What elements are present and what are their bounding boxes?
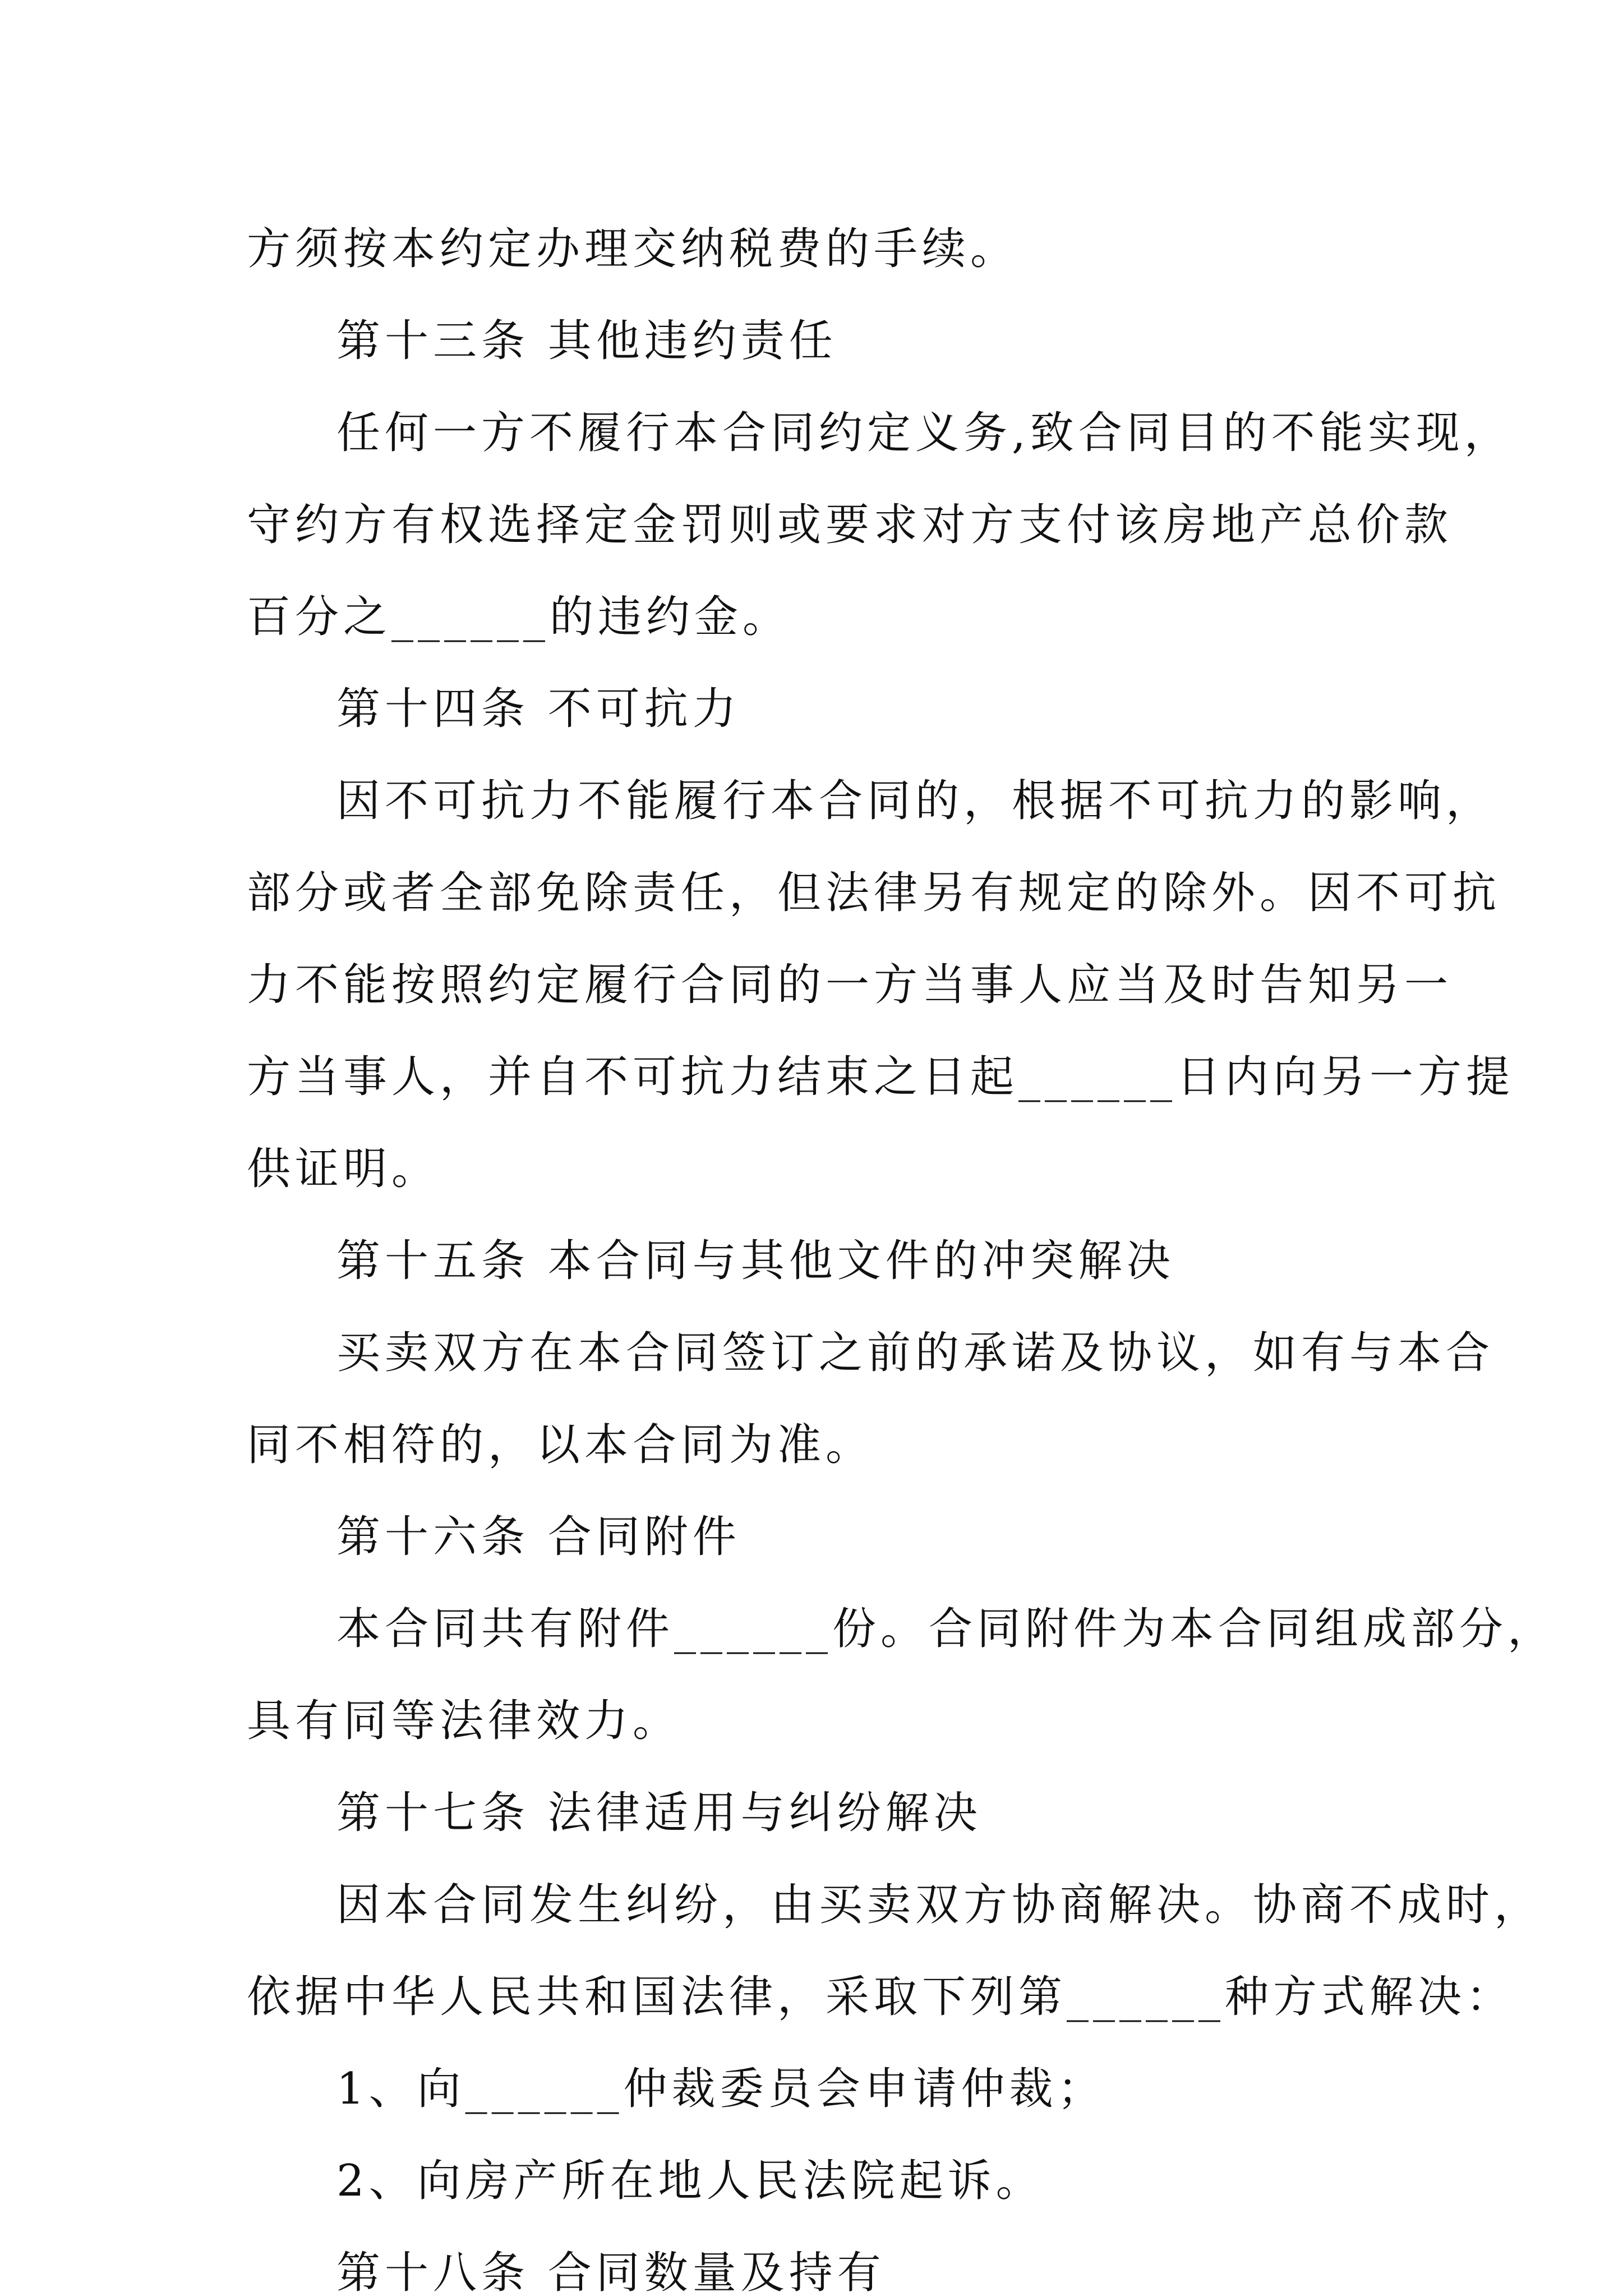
article-14-heading: 第十四条 不可抗力 xyxy=(336,684,741,734)
text-line-8: 部分或者全部免除责任，但法律另有规定的除外。因不可抗 xyxy=(247,868,1501,918)
article-15-heading: 第十五条 本合同与其他文件的冲突解决 xyxy=(336,1236,1175,1286)
article-13-heading: 第十三条 其他违约责任 xyxy=(336,316,837,366)
text-line-9: 力不能按照约定履行合同的一方当事人应当及时告知另一 xyxy=(247,960,1453,1010)
article-18-heading: 第十八条 合同数量及持有 xyxy=(336,2248,886,2296)
text-line-5: 百分之______的违约金。 xyxy=(247,592,791,642)
text-line-21: 1、向______仲裁委员会申请仲裁； xyxy=(336,2064,1106,2114)
text-line-3: 任何一方不履行本合同约定义务,致合同目的不能实现， xyxy=(336,408,1513,458)
text-line-16: 本合同共有附件______份。合同附件为本合同组成部分， xyxy=(336,1604,1556,1654)
text-line-17: 具有同等法律效力。 xyxy=(247,1696,681,1746)
text-line-7: 因不可抗力不能履行本合同的，根据不可抗力的影响， xyxy=(336,776,1495,826)
text-line-10: 方当事人，并自不可抗力结束之日起______日内向另一方提 xyxy=(247,1052,1515,1102)
article-16-heading: 第十六条 合同附件 xyxy=(336,1512,741,1562)
text-line-11: 供证明。 xyxy=(247,1144,440,1194)
text-line-14: 同不相符的，以本合同为准。 xyxy=(247,1420,874,1470)
text-line-4: 守约方有权选择定金罚则或要求对方支付该房地产总价款 xyxy=(247,500,1453,550)
article-17-heading: 第十七条 法律适用与纠纷解决 xyxy=(336,1788,982,1838)
text-line-22: 2、向房产所在地人民法院起诉。 xyxy=(336,2156,1044,2206)
text-line-20: 依据中华人民共和国法律，采取下列第______种方式解决： xyxy=(247,1972,1515,2022)
text-line-1: 方须按本约定办理交纳税费的手续。 xyxy=(247,224,1019,274)
text-line-13: 买卖双方在本合同签订之前的承诺及协议，如有与本合 xyxy=(336,1328,1495,1378)
text-line-19: 因本合同发生纠纷，由买卖双方协商解决。协商不成时， xyxy=(336,1880,1543,1930)
